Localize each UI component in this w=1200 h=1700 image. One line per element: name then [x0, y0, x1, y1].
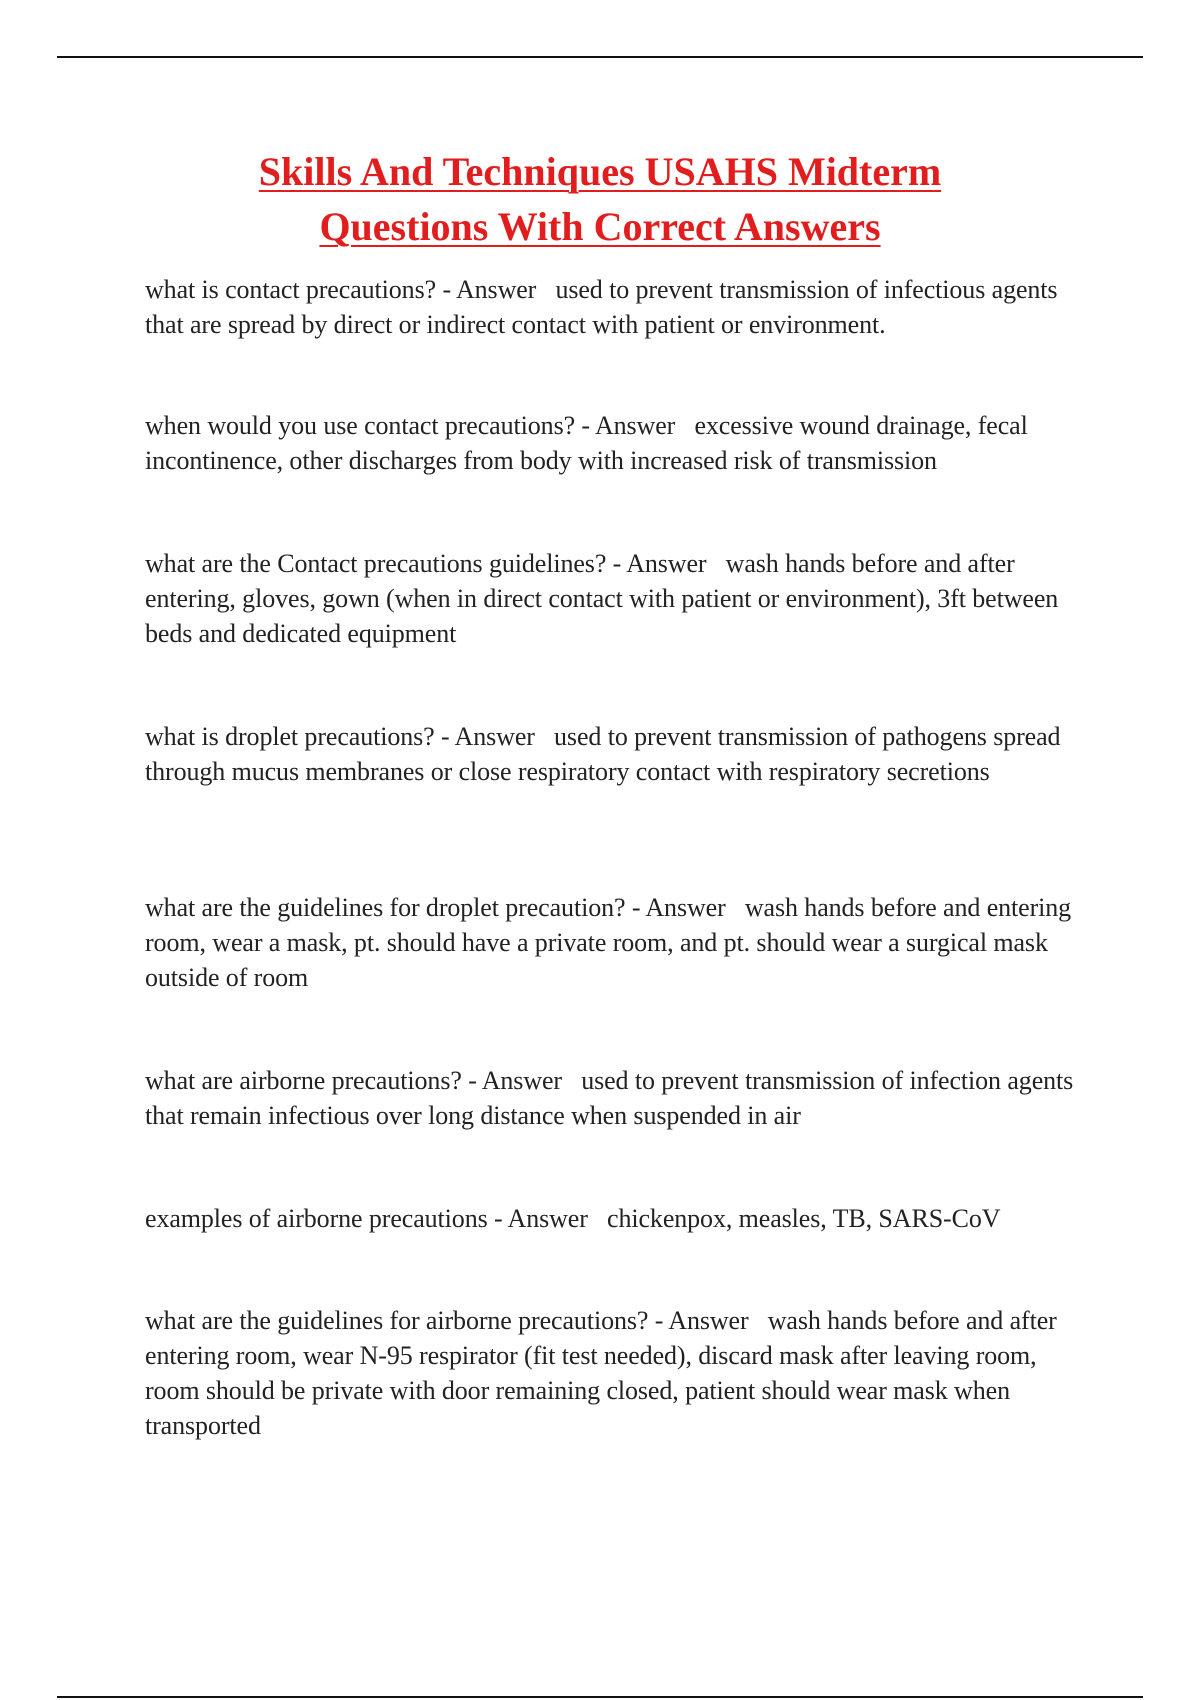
answer-text: wash hands before and after entering, gloves, gown (when in direct contact with patient or environment), 3ft between beds and dedicated equipment	[145, 549, 1059, 648]
question-text: what are the guidelines for droplet precaution?	[145, 893, 626, 922]
question-text: what are the Contact precautions guidelines?	[145, 549, 607, 578]
question-text: when would you use contact precautions?	[145, 411, 576, 440]
answer-separator: - Answer	[436, 275, 556, 304]
question-text: what are airborne precautions?	[145, 1066, 462, 1095]
qa-item-contact-guidelines	[145, 546, 1095, 651]
answer-text: used to prevent transmission of infectious agents that are spread by direct or indirect contact with patient or environment.	[145, 275, 1058, 339]
qa-item-contact-definition	[145, 272, 1095, 342]
top-rule	[57, 56, 1143, 58]
title-line-1: Skills And Techniques USAHS Midterm	[258, 149, 942, 194]
answer-separator: - Answer	[461, 1066, 582, 1095]
qa-item-airborne-definition	[145, 1063, 1095, 1133]
qa-item-droplet-definition	[145, 719, 1095, 789]
answer-separator: - Answer	[606, 549, 726, 578]
question-text: examples of airborne precautions	[145, 1204, 488, 1233]
answer-text: used to prevent transmission of pathogens spread through mucus membranes or close respiratory contact with respiratory secretions	[145, 722, 1061, 786]
answer-text: wash hands before and after entering room, wear N-95 respirator (fit test needed), discard mask after leaving room, room should be private with door remaining closed, patient should wear mask when transported	[145, 1306, 1057, 1440]
answer-text: excessive wound drainage, fecal incontinence, other discharges from body with increased risk of transmission	[145, 411, 1028, 475]
bottom-rule	[57, 1696, 1143, 1698]
page-title	[150, 144, 1050, 254]
answer-separator: - Answer	[648, 1306, 768, 1335]
qa-item-airborne-examples	[145, 1201, 1095, 1236]
qa-item-droplet-guidelines	[145, 890, 1095, 995]
answer-text: used to prevent transmission of infection agents that remain infectious over long distance when suspended in air	[145, 1066, 1074, 1130]
answer-text: wash hands before and entering room, wear a mask, pt. should have a private room, and pt. should wear a surgical mask outside of room	[145, 893, 1072, 992]
answer-separator: - Answer	[625, 893, 745, 922]
qa-item-contact-usage	[145, 408, 1095, 478]
question-text: what is droplet precautions?	[145, 722, 435, 751]
answer-text: chickenpox, measles, TB, SARS-CoV	[607, 1204, 1001, 1233]
answer-separator: - Answer	[575, 411, 695, 440]
question-text: what is contact precautions?	[145, 275, 437, 304]
answer-separator: - Answer	[434, 722, 555, 751]
question-text: what are the guidelines for airborne precautions?	[145, 1306, 649, 1335]
title-line-2: Questions With Correct Answers	[319, 204, 881, 249]
qa-item-airborne-guidelines	[145, 1303, 1095, 1443]
answer-separator: - Answer	[487, 1204, 608, 1233]
